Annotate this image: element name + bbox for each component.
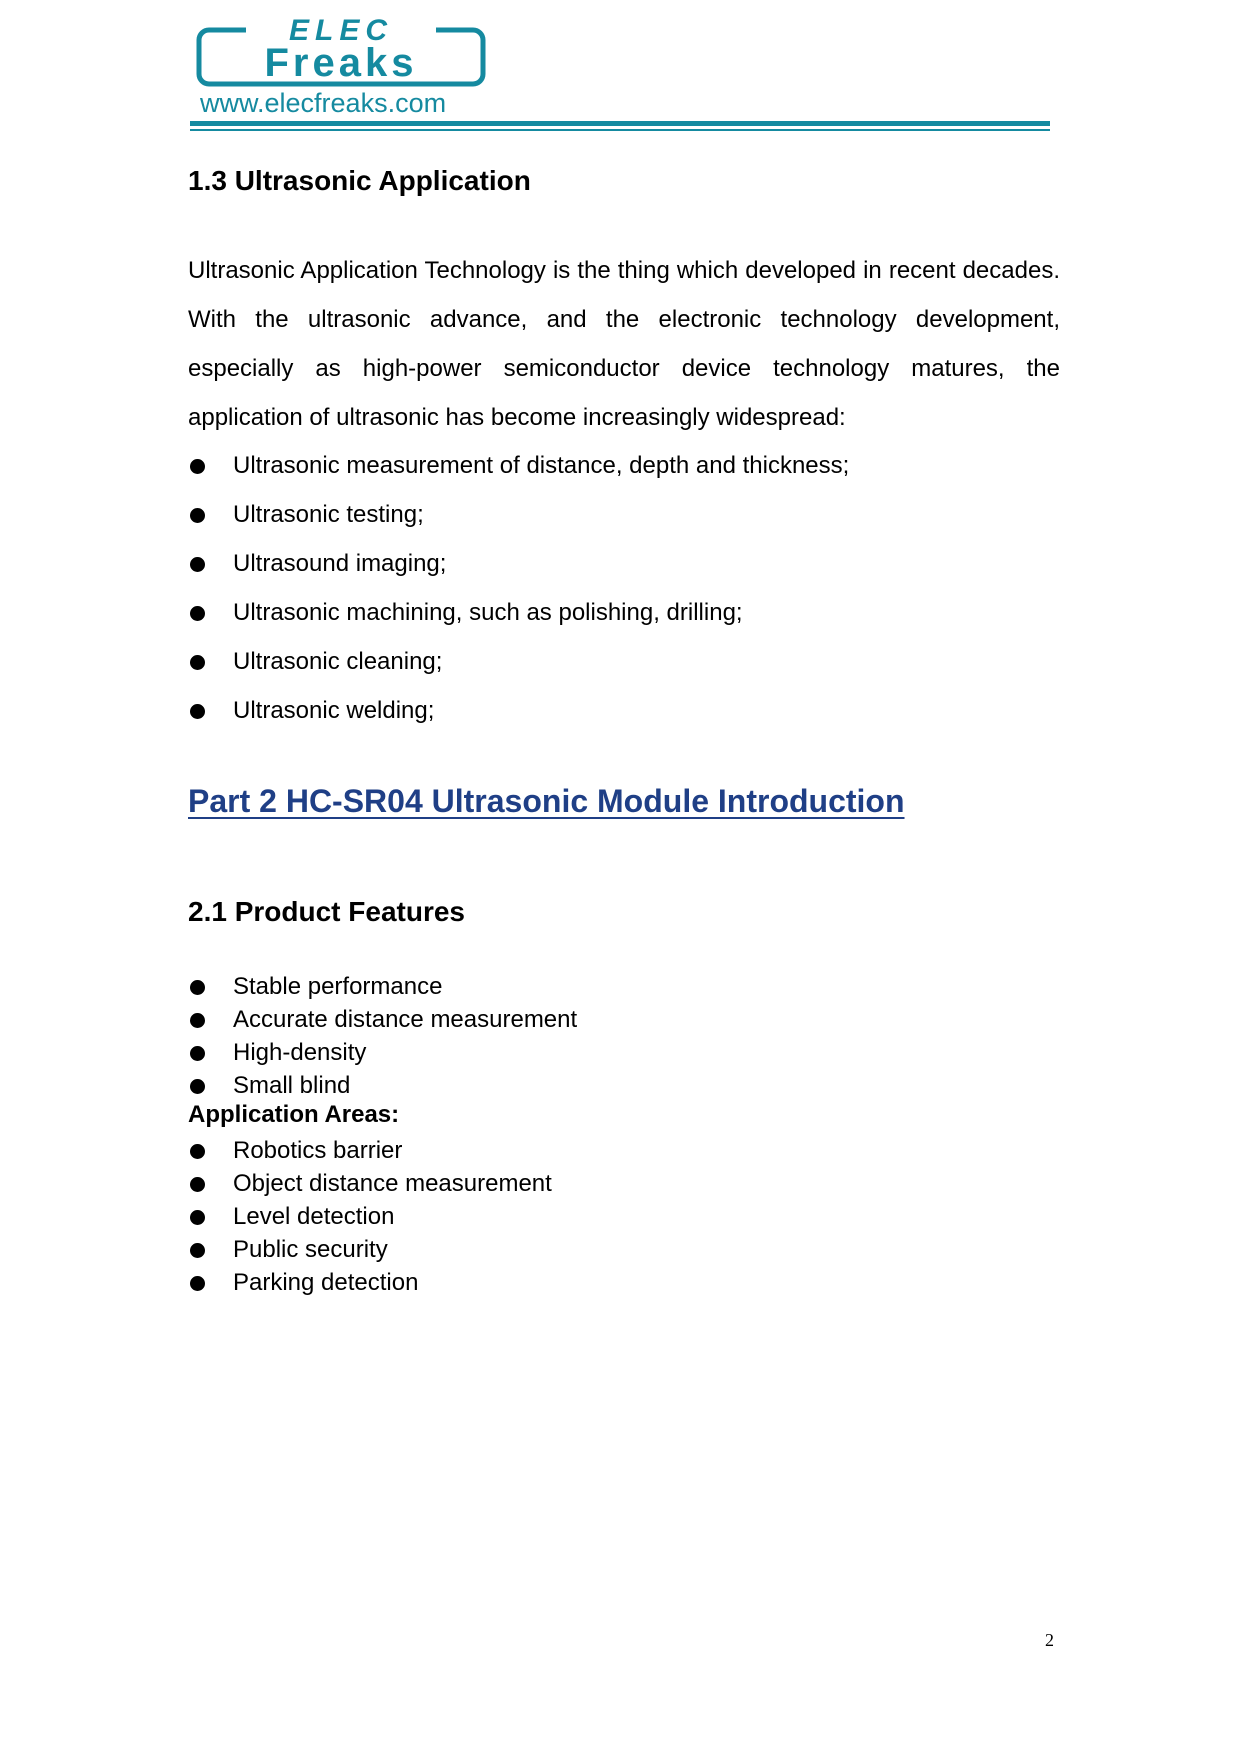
list-item: Stable performance: [188, 970, 577, 1003]
elecfreaks-logo: [196, 10, 486, 90]
list-item: Ultrasonic welding;: [188, 686, 849, 735]
application-areas-label: Application Areas:: [188, 1101, 400, 1128]
intro-paragraph: Ultrasonic Application Technology is the thing which developed in recent decades. With the ultrasonic advance, and the electronic technology development, especially as high-power semiconductor device technology matures, the application of ultrasonic has become increasingly widespread:: [188, 257, 1060, 431]
part-2-title: Part 2 HC-SR04 Ultrasonic Module Introduction: [188, 783, 905, 819]
list-item: Ultrasonic testing;: [188, 490, 849, 539]
logo-url: www.elecfreaks.com: [200, 88, 447, 118]
list-item: Small blind: [188, 1069, 577, 1102]
list-item: High-density: [188, 1036, 577, 1069]
list-item: Object distance measurement: [188, 1167, 552, 1200]
page-header: [190, 8, 1050, 136]
list-item: Robotics barrier: [188, 1134, 552, 1167]
list-item: Accurate distance measurement: [188, 1003, 577, 1036]
list-item: Ultrasound imaging;: [188, 539, 849, 588]
section-title-1-3: 1.3 Ultrasonic Application: [188, 165, 531, 196]
list-item: Ultrasonic machining, such as polishing, drilling;: [188, 588, 849, 637]
logo-bottom-text: Freaks: [264, 41, 418, 85]
application-list: [188, 441, 849, 735]
list-item: Parking detection: [188, 1266, 552, 1299]
page-number: 2: [1045, 1630, 1054, 1650]
header-rule-thin: [190, 129, 1050, 131]
list-item: Ultrasonic measurement of distance, depth and thickness;: [188, 441, 849, 490]
list-item: Public security: [188, 1233, 552, 1266]
logo-top-text: ELEC: [288, 14, 394, 47]
section-title-2-1: 2.1 Product Features: [188, 896, 465, 927]
application-areas-list: [188, 1134, 552, 1299]
list-item: Ultrasonic cleaning;: [188, 637, 849, 686]
header-rule-thick: [190, 121, 1050, 126]
features-list: [188, 970, 577, 1102]
list-item: Level detection: [188, 1200, 552, 1233]
